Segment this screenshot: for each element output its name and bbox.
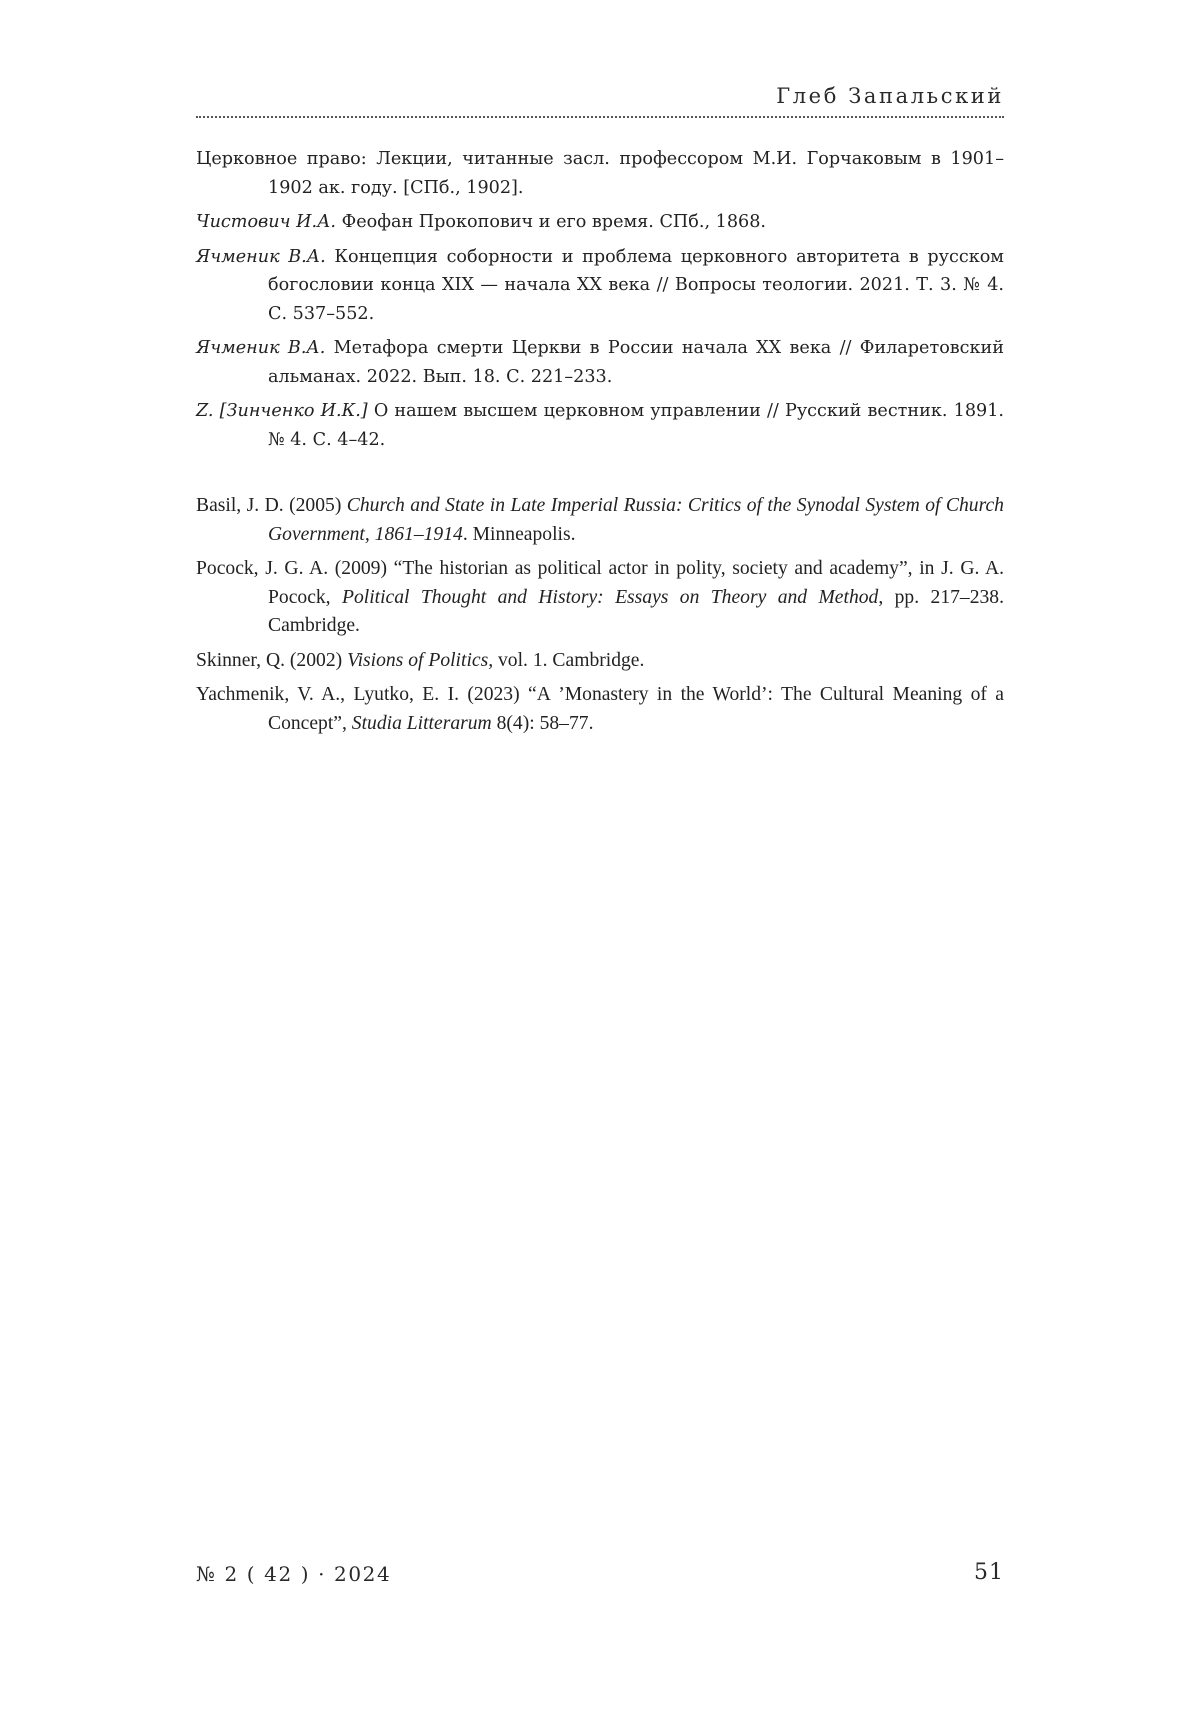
reference-item: Basil, J. D. (2005) Church and State in Late Imperial Russia: Critics of the Synodal System of Church Government, 1861–1914. Minneapolis. (196, 495, 1004, 545)
reference-item: Yachmenik, V. A., Lyutko, E. I. (2023) “A ’Monastery in the World’: The Cultural Meaning of a Concept”, Studia Litterarum 8(4): 58–77. (196, 684, 1004, 734)
reference-item: Skinner, Q. (2002) Visions of Politics, vol. 1. Cambridge. (196, 649, 645, 671)
reference-item: Ячменик В.А. Концепция соборности и проблема церковного авторитета в русском богословии конца XIX — начала XX века // Вопросы теологии. 2021. Т. 3. № 4. С. 537–552. (196, 246, 1004, 324)
reference-item: Церковное право: Лекции, читанные засл. профессором М.И. Горчаковым в 1901–1902 ак. году. [СПб., 1902]. (196, 149, 1004, 198)
reference-list (196, 145, 1004, 744)
reference-title: Visions of Politics, (347, 649, 494, 671)
reference-item: Z. [Зинченко И.К.] О нашем высшем церковном управлении // Русский вестник. 1891. № 4. С. 4–42. (196, 401, 1004, 450)
running-header (196, 80, 1004, 118)
reference-author: Z. [Зинченко И.К.] (196, 401, 368, 421)
section-gap (196, 460, 1004, 492)
reference-item: Ячменик В.А. Метафора смерти Церкви в России начала XX века // Филаретовский альманах. 2022. Вып. 18. С. 221–233. (196, 338, 1004, 387)
reference-item: Чистович И.А. Феофан Прокопович и его время. СПб., 1868. (196, 212, 766, 232)
reference-title: Church and State in Late Imperial Russia: Critics of the Synodal System of Church Government, 1861–1914 (268, 495, 1004, 545)
header-author: Глеб Запальский (776, 84, 1004, 108)
reference-title: Studia Litterarum (351, 712, 492, 734)
reference-item: Pocock, J. G. A. (2009) “The historian as political actor in polity, society and academy”, in J. G. A. Pocock, Political Thought and History: Essays on Theory and Method, pp. 217–238. Cambridge. (196, 558, 1005, 636)
issue-number: № 2 ( 42 ) · 2024 (196, 1562, 392, 1586)
reference-author: Чистович И.А. (196, 212, 337, 232)
reference-author: Ячменик В.А. (196, 246, 326, 267)
reference-author: Ячменик В.А. (196, 338, 326, 358)
page-number: 51 (974, 1560, 1004, 1585)
reference-title: Political Thought and History: Essays on Theory and Method (341, 586, 879, 608)
